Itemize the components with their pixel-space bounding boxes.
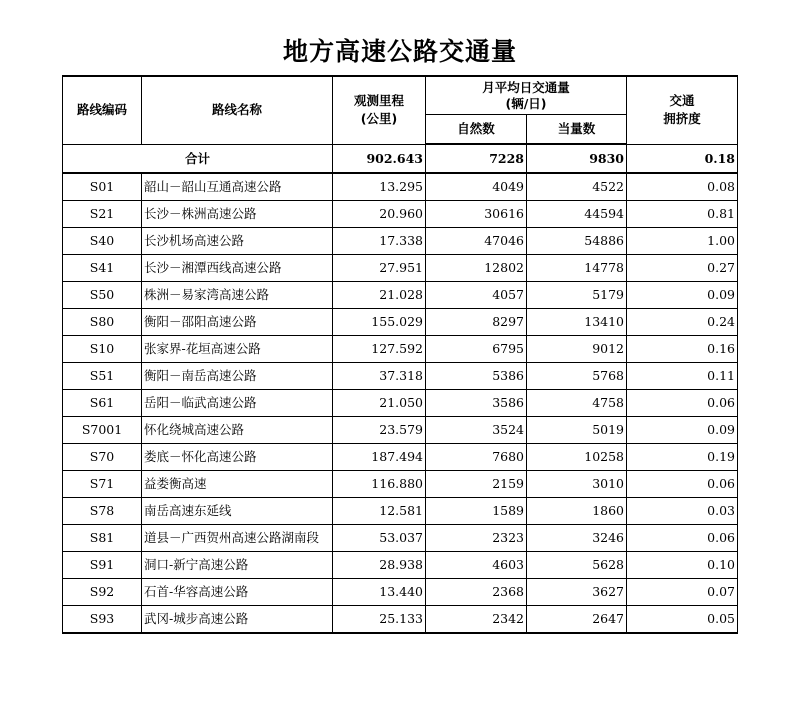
table-row	[63, 255, 738, 282]
cell-route-code: S92	[63, 579, 142, 606]
cell-route-name: 武冈-城步高速公路	[142, 606, 333, 634]
cell-mileage: 13.440	[333, 579, 426, 606]
traffic-table	[62, 75, 738, 634]
header-mileage-unit: (公里)	[360, 111, 398, 127]
cell-natural: 47046	[426, 228, 527, 255]
cell-route-name: 娄底－怀化高速公路	[142, 444, 333, 471]
cell-congestion: 0.06	[627, 471, 738, 498]
cell-congestion: 0.27	[627, 255, 738, 282]
cell-equivalent: 54886	[527, 228, 627, 255]
header-equivalent: 当量数	[527, 115, 627, 145]
cell-congestion: 0.10	[627, 552, 738, 579]
table-row	[63, 552, 738, 579]
cell-mileage: 17.338	[333, 228, 426, 255]
cell-mileage: 155.029	[333, 309, 426, 336]
cell-route-code: S40	[63, 228, 142, 255]
cell-natural: 3586	[426, 390, 527, 417]
cell-mileage: 127.592	[333, 336, 426, 363]
cell-congestion: 0.11	[627, 363, 738, 390]
table-row	[63, 201, 738, 228]
cell-natural: 2368	[426, 579, 527, 606]
cell-equivalent: 9012	[527, 336, 627, 363]
cell-mileage: 27.951	[333, 255, 426, 282]
cell-congestion: 0.16	[627, 336, 738, 363]
cell-equivalent: 3010	[527, 471, 627, 498]
total-equivalent: 9830	[527, 144, 627, 173]
cell-congestion: 0.24	[627, 309, 738, 336]
table-row	[63, 282, 738, 309]
cell-natural: 12802	[426, 255, 527, 282]
cell-congestion: 0.03	[627, 498, 738, 525]
cell-mileage: 116.880	[333, 471, 426, 498]
table-row	[63, 336, 738, 363]
cell-congestion: 0.07	[627, 579, 738, 606]
cell-route-name: 洞口-新宁高速公路	[142, 552, 333, 579]
cell-mileage: 13.295	[333, 173, 426, 201]
header-mileage	[333, 76, 426, 144]
cell-congestion: 0.05	[627, 606, 738, 634]
table-row	[63, 390, 738, 417]
cell-congestion: 0.19	[627, 444, 738, 471]
cell-equivalent: 4758	[527, 390, 627, 417]
cell-route-code: S80	[63, 309, 142, 336]
cell-natural: 3524	[426, 417, 527, 444]
table-row	[63, 309, 738, 336]
cell-congestion: 1.00	[627, 228, 738, 255]
cell-route-code: S70	[63, 444, 142, 471]
cell-congestion: 0.09	[627, 417, 738, 444]
cell-natural: 5386	[426, 363, 527, 390]
cell-route-name: 长沙机场高速公路	[142, 228, 333, 255]
cell-route-code: S01	[63, 173, 142, 201]
cell-route-code: S71	[63, 471, 142, 498]
table-row	[63, 363, 738, 390]
cell-natural: 4057	[426, 282, 527, 309]
cell-mileage: 21.050	[333, 390, 426, 417]
cell-natural: 4049	[426, 173, 527, 201]
cell-equivalent: 13410	[527, 309, 627, 336]
total-natural: 7228	[426, 144, 527, 173]
cell-congestion: 0.81	[627, 201, 738, 228]
cell-equivalent: 5628	[527, 552, 627, 579]
table-row	[63, 498, 738, 525]
total-label: 合计	[63, 144, 333, 173]
cell-route-code: S50	[63, 282, 142, 309]
table-row	[63, 417, 738, 444]
cell-route-name: 衡阳－邵阳高速公路	[142, 309, 333, 336]
cell-mileage: 25.133	[333, 606, 426, 634]
cell-equivalent: 14778	[527, 255, 627, 282]
cell-mileage: 20.960	[333, 201, 426, 228]
cell-mileage: 53.037	[333, 525, 426, 552]
cell-route-code: S10	[63, 336, 142, 363]
cell-route-name: 长沙－株洲高速公路	[142, 201, 333, 228]
table-row	[63, 606, 738, 634]
cell-mileage: 187.494	[333, 444, 426, 471]
cell-natural: 2323	[426, 525, 527, 552]
cell-equivalent: 3627	[527, 579, 627, 606]
cell-congestion: 0.09	[627, 282, 738, 309]
cell-mileage: 37.318	[333, 363, 426, 390]
cell-route-code: S7001	[63, 417, 142, 444]
cell-route-name: 南岳高速东延线	[142, 498, 333, 525]
cell-equivalent: 4522	[527, 173, 627, 201]
cell-route-code: S61	[63, 390, 142, 417]
header-monthly-avg	[426, 76, 627, 115]
cell-equivalent: 10258	[527, 444, 627, 471]
page-title: 地方高速公路交通量	[282, 37, 517, 66]
total-mileage: 902.643	[333, 144, 426, 173]
cell-mileage: 28.938	[333, 552, 426, 579]
cell-route-code: S93	[63, 606, 142, 634]
table-row	[63, 525, 738, 552]
cell-equivalent: 5019	[527, 417, 627, 444]
cell-natural: 4603	[426, 552, 527, 579]
cell-route-code: S41	[63, 255, 142, 282]
table-row	[63, 579, 738, 606]
cell-natural: 7680	[426, 444, 527, 471]
cell-mileage: 12.581	[333, 498, 426, 525]
cell-route-name: 张家界-花垣高速公路	[142, 336, 333, 363]
cell-route-code: S91	[63, 552, 142, 579]
table-row	[63, 471, 738, 498]
total-congestion: 0.18	[627, 144, 738, 173]
header-natural: 自然数	[426, 115, 527, 145]
cell-route-name: 衡阳－南岳高速公路	[142, 363, 333, 390]
cell-route-name: 长沙－湘潭西线高速公路	[142, 255, 333, 282]
cell-route-name: 怀化绕城高速公路	[142, 417, 333, 444]
cell-natural: 6795	[426, 336, 527, 363]
cell-route-name: 岳阳－临武高速公路	[142, 390, 333, 417]
header-congestion-line1: 交通	[669, 93, 695, 109]
cell-route-code: S78	[63, 498, 142, 525]
cell-natural: 2342	[426, 606, 527, 634]
table-row	[63, 173, 738, 201]
cell-natural: 1589	[426, 498, 527, 525]
cell-route-name: 韶山－韶山互通高速公路	[142, 173, 333, 201]
cell-equivalent: 2647	[527, 606, 627, 634]
cell-mileage: 21.028	[333, 282, 426, 309]
header-monthly-avg-label: 月平均日交通量	[482, 79, 570, 95]
table-row	[63, 228, 738, 255]
cell-equivalent: 5179	[527, 282, 627, 309]
cell-congestion: 0.06	[627, 525, 738, 552]
header-monthly-avg-unit: (辆/日)	[505, 95, 547, 111]
cell-congestion: 0.08	[627, 173, 738, 201]
cell-natural: 8297	[426, 309, 527, 336]
cell-natural: 2159	[426, 471, 527, 498]
header-congestion-line2: 拥挤度	[663, 111, 701, 127]
cell-route-code: S51	[63, 363, 142, 390]
cell-equivalent: 3246	[527, 525, 627, 552]
header-congestion	[627, 76, 738, 144]
cell-route-name: 石首-华容高速公路	[142, 579, 333, 606]
cell-route-code: S81	[63, 525, 142, 552]
header-mileage-label: 观测里程	[353, 93, 404, 109]
table-row	[63, 444, 738, 471]
cell-route-name: 道县－广西贺州高速公路湖南段	[142, 525, 333, 552]
cell-mileage: 23.579	[333, 417, 426, 444]
header-route-name: 路线名称	[142, 76, 333, 144]
cell-route-name: 益娄衡高速	[142, 471, 333, 498]
cell-route-name: 株洲－易家湾高速公路	[142, 282, 333, 309]
cell-equivalent: 1860	[527, 498, 627, 525]
cell-equivalent: 44594	[527, 201, 627, 228]
cell-congestion: 0.06	[627, 390, 738, 417]
cell-route-code: S21	[63, 201, 142, 228]
header-route-code: 路线编码	[63, 76, 142, 144]
cell-equivalent: 5768	[527, 363, 627, 390]
cell-natural: 30616	[426, 201, 527, 228]
total-row	[63, 144, 738, 173]
